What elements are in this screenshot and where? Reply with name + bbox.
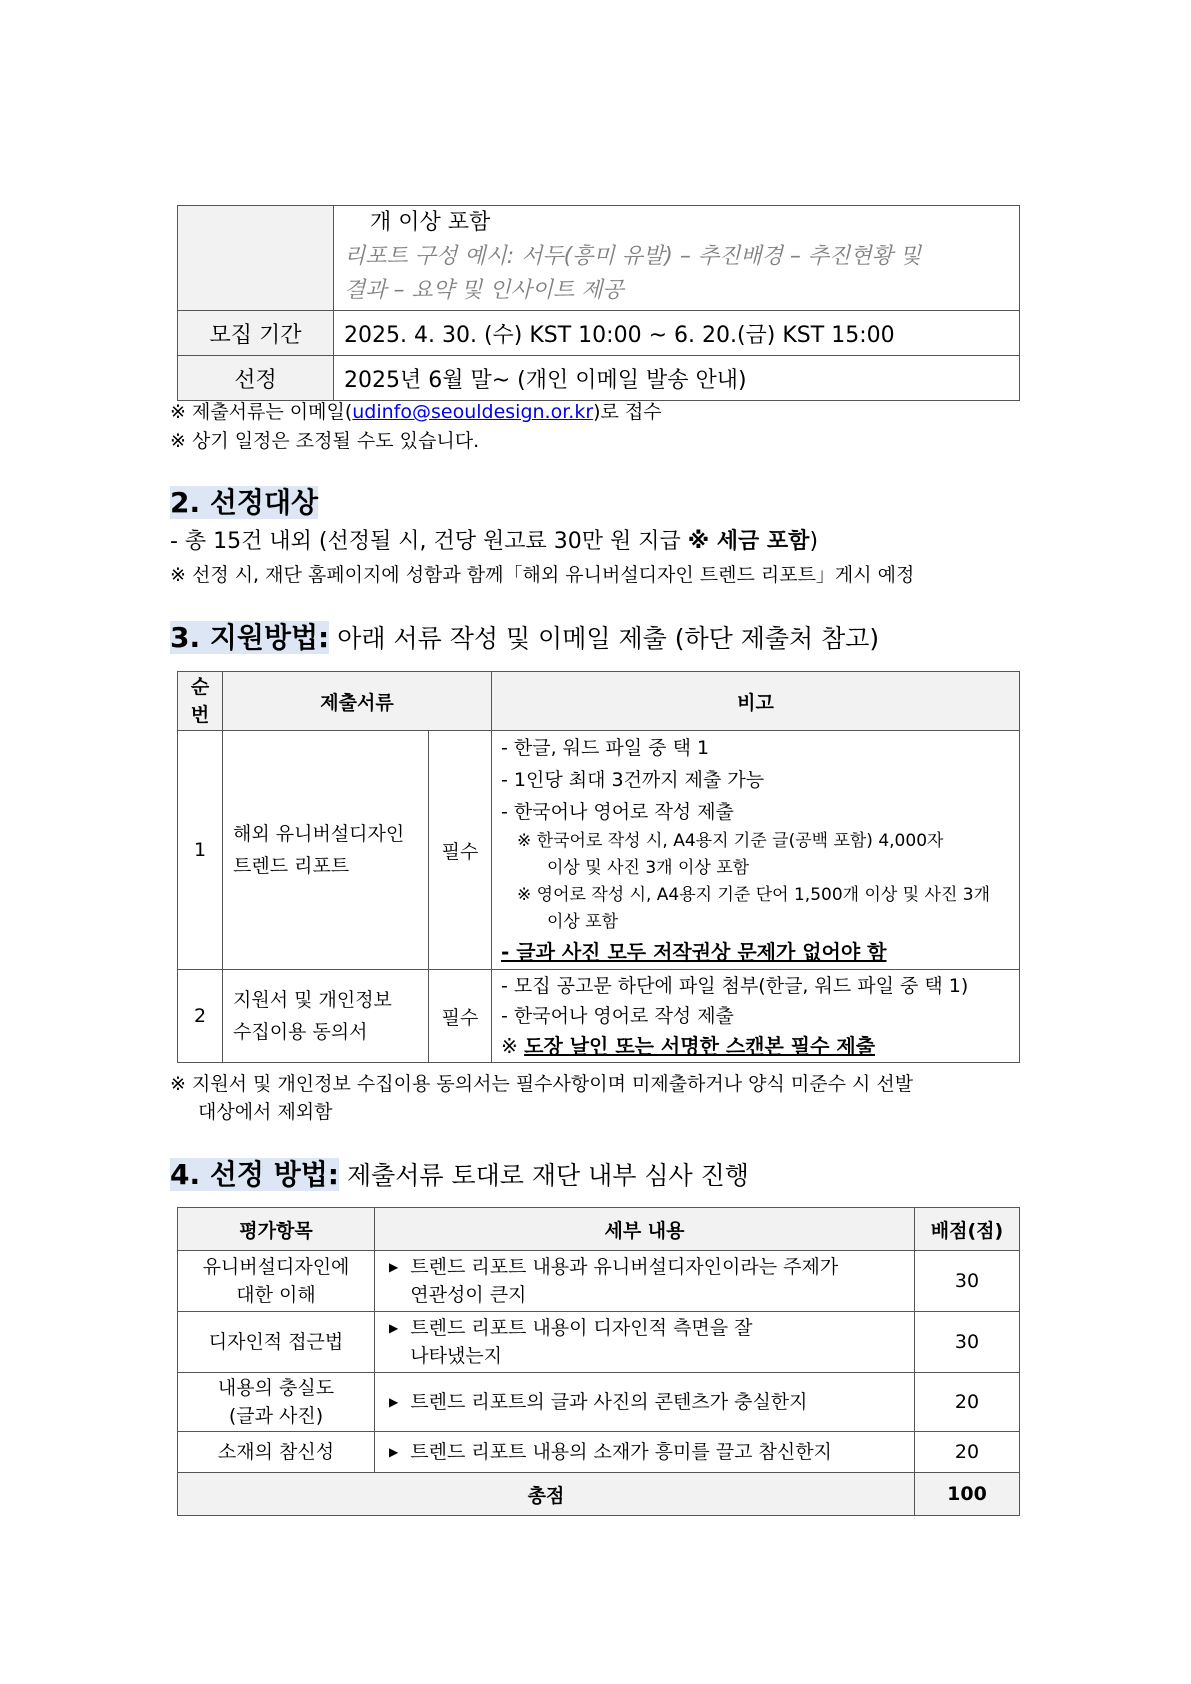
table-header-row bbox=[178, 1208, 1020, 1251]
evaluation-table bbox=[177, 1207, 1020, 1516]
section-heading-2 bbox=[170, 485, 318, 521]
period-label: 모집 기간 bbox=[178, 311, 334, 356]
table-row bbox=[178, 356, 1020, 401]
row-number: 2 bbox=[178, 970, 223, 1063]
eval-detail bbox=[375, 1251, 915, 1312]
bullet-triangle-icon: ▶ bbox=[389, 1395, 399, 1409]
selection-count-line bbox=[170, 527, 818, 557]
remarks-cell bbox=[492, 731, 1020, 970]
remark-prefix: ※ bbox=[501, 1034, 525, 1058]
remark-subitem bbox=[501, 828, 1010, 882]
note-text: ※ 제출서류는 이메일( bbox=[170, 401, 353, 423]
col-header-remark: 비고 bbox=[492, 672, 1020, 731]
col-header-detail: 세부 내용 bbox=[375, 1208, 915, 1251]
report-structure-example-cont: 결과 – 요약 및 인사이트 제공 bbox=[344, 278, 624, 303]
schedule-table bbox=[177, 205, 1020, 401]
line-text: ) bbox=[809, 529, 819, 554]
bullet-triangle-icon: ▶ bbox=[389, 1321, 399, 1335]
table-row bbox=[178, 311, 1020, 356]
total-label: 총점 bbox=[178, 1473, 915, 1516]
line-text: - 총 15건 내외 (선정될 시, 건당 원고료 30만 원 지급 bbox=[170, 529, 688, 554]
section-heading-3 bbox=[170, 620, 879, 657]
eval-score: 30 bbox=[915, 1312, 1020, 1373]
table-row bbox=[178, 1251, 1020, 1312]
report-format-line: 개 이상 포함 bbox=[370, 210, 491, 235]
schedule-note: ※ 상기 일정은 조정될 수도 있습니다. bbox=[170, 430, 480, 452]
remark-bold: 도장 날인 또는 서명한 스캔본 필수 제출 bbox=[524, 1034, 876, 1058]
row-number: 1 bbox=[178, 731, 223, 970]
empty-header-cell bbox=[178, 206, 334, 311]
heading-rest: 아래 서류 작성 및 이메일 제출 (하단 제출처 참고) bbox=[329, 624, 880, 653]
heading-text: 4. 선정 방법: bbox=[170, 1158, 340, 1191]
eval-score: 20 bbox=[915, 1373, 1020, 1432]
total-value: 100 bbox=[915, 1473, 1020, 1516]
selection-label: 선정 bbox=[178, 356, 334, 401]
eval-detail bbox=[375, 1373, 915, 1432]
heading-rest: 제출서류 토대로 재단 내부 심사 진행 bbox=[339, 1161, 749, 1190]
col-header-docs: 제출서류 bbox=[223, 672, 492, 731]
application-table bbox=[177, 671, 1020, 1063]
remark-item: - 한국어나 영어로 작성 제출 bbox=[501, 1005, 734, 1027]
detail-text: 트렌드 리포트 내용의 소재가 흥미를 끌고 참신한지 bbox=[410, 1441, 832, 1463]
email-link[interactable]: udinfo@seouldesign.or.kr bbox=[352, 401, 594, 423]
eval-item: 내용의 충실도 (글과 사진) bbox=[178, 1373, 375, 1432]
detail-text: 트렌드 리포트 내용이 디자인적 측면을 잘 나타냈는지 bbox=[410, 1317, 753, 1367]
eval-item: 유니버설디자인에 대한 이해 bbox=[178, 1251, 375, 1312]
remark-item: - 한국어나 영어로 작성 제출 bbox=[501, 801, 734, 823]
eval-score: 30 bbox=[915, 1251, 1020, 1312]
required-badge: 필수 bbox=[429, 731, 492, 970]
tax-included-note: ※ 세금 포함 bbox=[687, 529, 810, 554]
remark-item: - 1인당 최대 3건까지 제출 가능 bbox=[501, 769, 765, 791]
selection-value: 2025년 6월 말~ (개인 이메일 발송 안내) bbox=[334, 356, 1020, 401]
total-row bbox=[178, 1473, 1020, 1516]
remark-subitem bbox=[501, 882, 1010, 936]
col-header-item: 평가항목 bbox=[178, 1208, 375, 1251]
bullet-triangle-icon: ▶ bbox=[389, 1445, 399, 1459]
bullet-triangle-icon: ▶ bbox=[389, 1260, 399, 1274]
homepage-note: ※ 선정 시, 재단 홈페이지에 성함과 함께「해외 유니버설디자인 트렌드 리포트」게시 예정 bbox=[170, 564, 915, 586]
eval-detail bbox=[375, 1432, 915, 1473]
col-header-no: 순 번 bbox=[178, 672, 223, 731]
table-row bbox=[178, 1312, 1020, 1373]
copyright-remark: - 글과 사진 모두 저작권상 문제가 없어야 함 bbox=[501, 940, 887, 964]
required-docs-note-cont: 대상에서 제외함 bbox=[198, 1101, 333, 1123]
required-docs-note: ※ 지원서 및 개인정보 수집이용 동의서는 필수사항이며 미제출하거나 양식 미준수 시 선발 bbox=[170, 1073, 914, 1095]
table-header-row bbox=[178, 672, 1020, 731]
doc-name: 지원서 및 개인정보 수집이용 동의서 bbox=[223, 970, 429, 1063]
table-row bbox=[178, 731, 1020, 970]
detail-text: 트렌드 리포트의 글과 사진의 콘텐츠가 충실한지 bbox=[410, 1391, 808, 1413]
submission-note bbox=[170, 398, 662, 426]
table-row bbox=[178, 206, 1020, 311]
subitem-text: 이상 및 사진 3개 이상 포함 bbox=[547, 858, 750, 878]
report-format-cell bbox=[334, 206, 1020, 311]
scan-remark bbox=[501, 1031, 1010, 1061]
period-value: 2025. 4. 30. (수) KST 10:00 ~ 6. 20.(금) KST 15:00 bbox=[334, 311, 1020, 356]
section-heading-4 bbox=[170, 1157, 749, 1194]
doc-name: 해외 유니버설디자인 트렌드 리포트 bbox=[223, 731, 429, 970]
remark-item: - 한글, 워드 파일 중 택 1 bbox=[501, 737, 710, 759]
subitem-text: 이상 포함 bbox=[547, 912, 619, 932]
heading-text: 2. 선정대상 bbox=[170, 486, 319, 519]
remark-item: - 모집 공고문 하단에 파일 첨부(한글, 워드 파일 중 택 1) bbox=[501, 975, 969, 997]
table-row bbox=[178, 1373, 1020, 1432]
report-structure-example: 리포트 구성 예시: 서두(흥미 유발) – 추진배경 – 추진현황 및 bbox=[344, 244, 922, 269]
heading-text: 3. 지원방법: bbox=[170, 621, 330, 654]
eval-item: 디자인적 접근법 bbox=[178, 1312, 375, 1373]
table-row bbox=[178, 970, 1020, 1063]
eval-detail bbox=[375, 1312, 915, 1373]
remarks-cell bbox=[492, 970, 1020, 1063]
eval-score: 20 bbox=[915, 1432, 1020, 1473]
col-header-score: 배점(점) bbox=[915, 1208, 1020, 1251]
table-row bbox=[178, 1432, 1020, 1473]
subitem-text: ※ 한국어로 작성 시, A4용지 기준 글(공백 포함) 4,000자 bbox=[517, 831, 944, 851]
eval-item: 소재의 참신성 bbox=[178, 1432, 375, 1473]
note-text: )로 접수 bbox=[593, 401, 662, 423]
subitem-text: ※ 영어로 작성 시, A4용지 기준 단어 1,500개 이상 및 사진 3개 bbox=[517, 885, 991, 905]
required-badge: 필수 bbox=[429, 970, 492, 1063]
detail-text: 트렌드 리포트 내용과 유니버설디자인이라는 주제가 연관성이 큰지 bbox=[410, 1256, 839, 1306]
